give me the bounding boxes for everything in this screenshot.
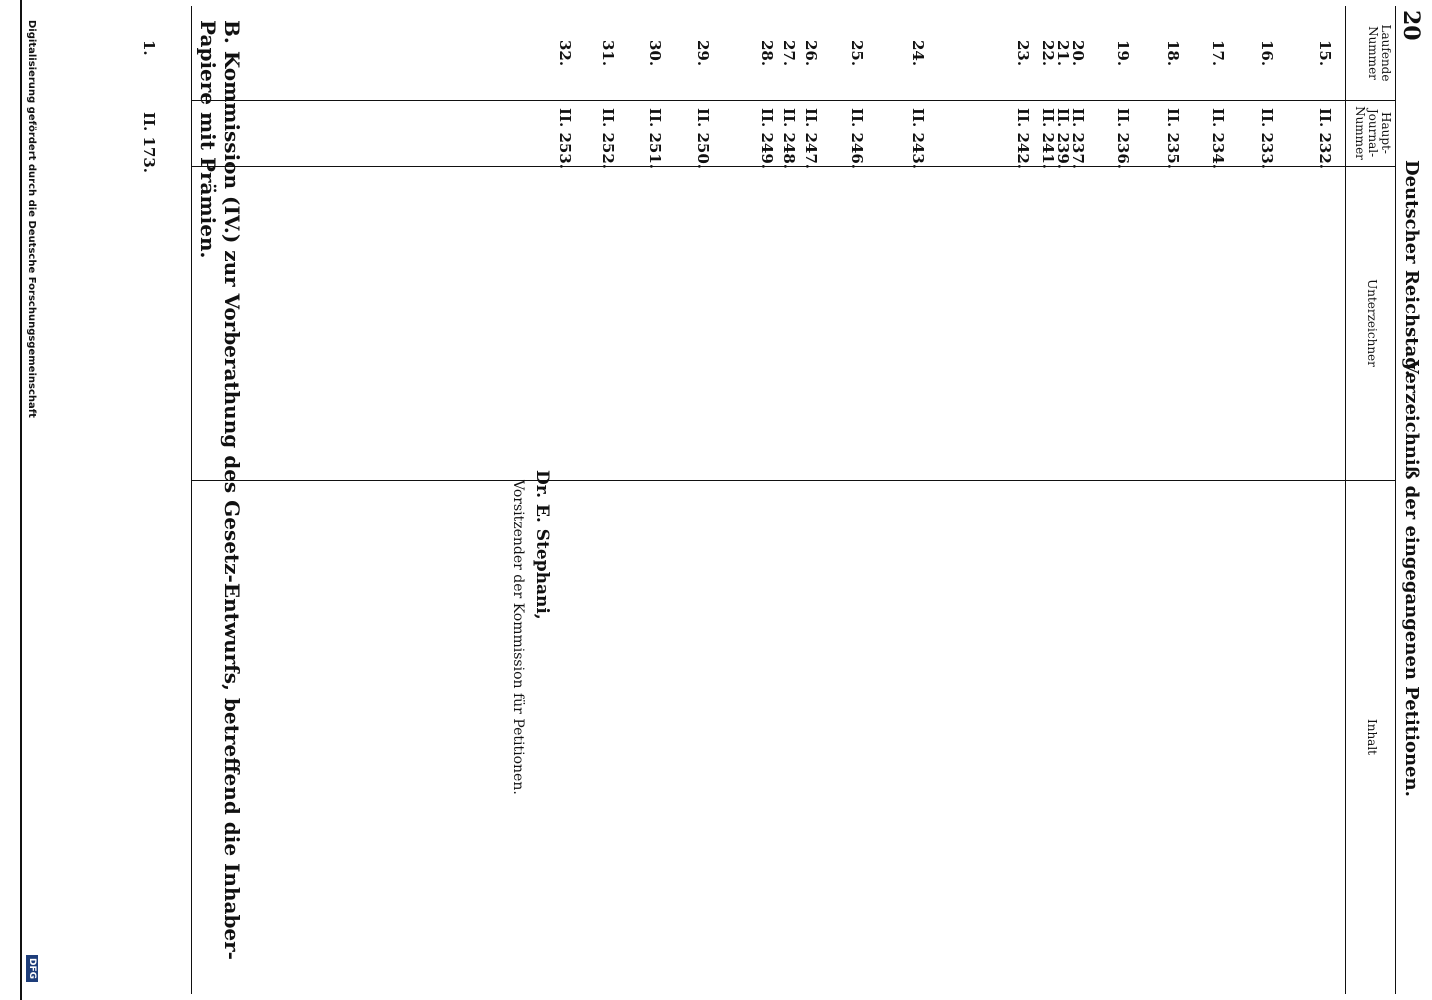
row-journal: II. 236. bbox=[1114, 108, 1132, 170]
table-bottom-rule bbox=[191, 6, 192, 994]
row-number: 23. bbox=[1014, 40, 1032, 67]
row-number: 32. bbox=[556, 40, 574, 67]
page-header-subtitle: Verzeichniß der eingegangenen Petitionen. bbox=[1401, 360, 1422, 797]
row-number: 19. bbox=[1114, 40, 1132, 67]
dfg-logo: DFG bbox=[26, 955, 38, 982]
row-number: 25. bbox=[848, 40, 866, 67]
signature-name: Dr. E. Stephani, bbox=[532, 470, 552, 620]
row-journal: II. 241. bbox=[1039, 108, 1057, 170]
row-number: 26. bbox=[802, 40, 820, 67]
row-number: 24. bbox=[909, 40, 927, 67]
row-number: 27. bbox=[780, 40, 798, 67]
row-number: 15. bbox=[1316, 40, 1334, 67]
row-journal: II. 237. bbox=[1069, 108, 1087, 170]
signature-role: Vorsitzender der Kommission für Petitionen. bbox=[510, 480, 526, 795]
col-divider-3 bbox=[192, 480, 1396, 481]
row-journal: II. 253. bbox=[556, 108, 574, 170]
row-journal: II. 246. bbox=[848, 108, 866, 170]
row-number: 16. bbox=[1258, 40, 1276, 67]
header-bottom-rule bbox=[1345, 6, 1346, 994]
row-journal: II. 232. bbox=[1316, 108, 1334, 170]
row-number: 17. bbox=[1209, 40, 1227, 67]
row-number: 22. bbox=[1039, 40, 1057, 67]
footer-digitization: Digitalisierung gefördert durch die Deutsche Forschungsgemeinschaft bbox=[26, 20, 37, 418]
row-journal: II. 233. bbox=[1258, 108, 1276, 170]
section-b-label: B. bbox=[220, 20, 244, 44]
col-header-unterzeichner: Unterzeichner bbox=[1365, 279, 1379, 367]
row-journal: II. 243. bbox=[909, 108, 927, 170]
row-number: 31. bbox=[599, 40, 617, 67]
row-journal: II. 239. bbox=[1054, 108, 1072, 170]
row-journal: II. 234. bbox=[1209, 108, 1227, 170]
section-b-heading bbox=[196, 20, 244, 980]
row-journal: II. 248. bbox=[780, 108, 798, 170]
section-b-title: Kommission (IV.) zur Vorberathung des Gesetz-Entwurfs, betreffend die Inhaber-Papiere mit Prämien. bbox=[196, 20, 244, 960]
row-journal: II. 252. bbox=[599, 108, 617, 170]
col-header-inhalt: Inhalt bbox=[1365, 718, 1379, 755]
col-header-laufende: Laufende Nummer bbox=[1366, 24, 1393, 82]
page-header-title: Deutscher Reichstag. bbox=[1401, 160, 1422, 377]
row-journal: II. 251. bbox=[646, 108, 664, 170]
scan-bottom-edge bbox=[0, 0, 22, 1000]
row-number: 29. bbox=[694, 40, 712, 67]
row-b1-number: 1. bbox=[140, 40, 158, 56]
row-journal: II. 250. bbox=[694, 108, 712, 170]
row-b1-journal: II. 173. bbox=[140, 112, 158, 174]
row-journal: II. 242. bbox=[1014, 108, 1032, 170]
row-number: 20. bbox=[1069, 40, 1087, 67]
col-header-journal: Haupt-Journal-Nummer bbox=[1353, 106, 1393, 160]
row-journal: II. 247. bbox=[802, 108, 820, 170]
page-number: 20 bbox=[1398, 10, 1424, 41]
table-top-rule bbox=[1395, 6, 1396, 994]
row-number: 30. bbox=[646, 40, 664, 67]
row-number: 28. bbox=[758, 40, 776, 67]
row-number: 18. bbox=[1164, 40, 1182, 67]
col-divider-1 bbox=[192, 100, 1396, 101]
row-number: 21. bbox=[1054, 40, 1072, 67]
row-journal: II. 249. bbox=[758, 108, 776, 170]
row-journal: II. 235. bbox=[1164, 108, 1182, 170]
